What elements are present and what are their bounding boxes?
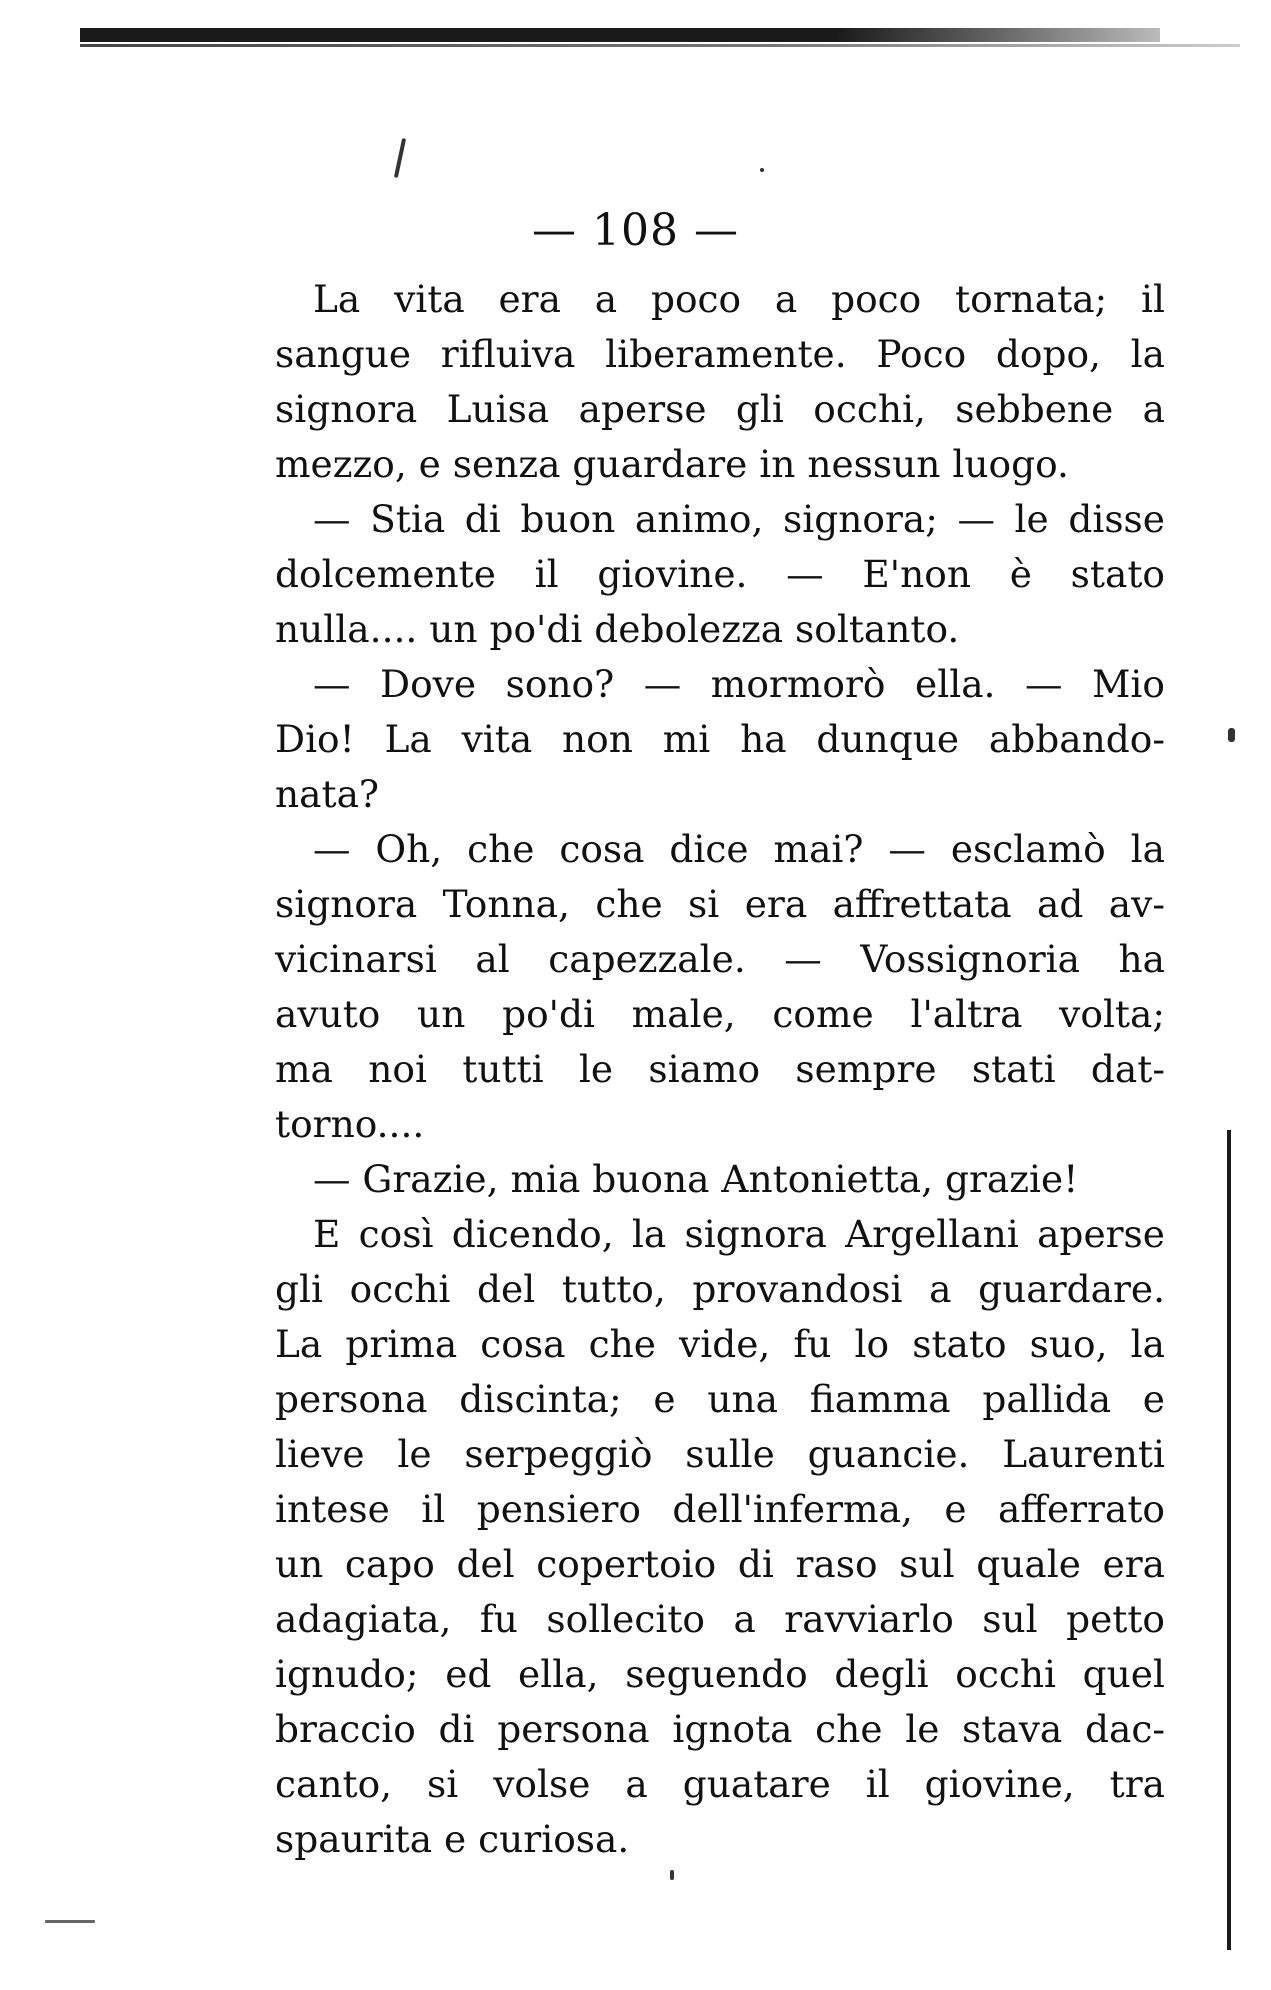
text-line: ignudo; ed ella, seguendo degli occhi quel bbox=[275, 1652, 1165, 1696]
text-line: nata? bbox=[275, 772, 380, 816]
text-line: avuto un po'di male, come l'altra volta; bbox=[275, 992, 1165, 1036]
text-line: nulla.... un po'di debolezza soltanto. bbox=[275, 607, 960, 651]
page-number: — 108 — bbox=[532, 205, 739, 256]
scan-speck bbox=[760, 168, 764, 172]
text-line: canto, si volse a guatare il giovine, tra bbox=[275, 1762, 1165, 1806]
scan-speck bbox=[394, 138, 406, 178]
text-line: un capo del copertoio di raso sul quale era bbox=[275, 1542, 1165, 1586]
text-line: ma noi tutti le siamo sempre stati dat- bbox=[275, 1047, 1165, 1091]
text-line: mezzo, e senza guardare in nessun luogo. bbox=[275, 442, 1069, 486]
right-border-line bbox=[1227, 1130, 1231, 1950]
text-line: spaurita e curiosa. bbox=[275, 1817, 630, 1861]
text-line: torno.... bbox=[275, 1102, 425, 1146]
text-line: gli occhi del tutto, provandosi a guardare. bbox=[275, 1267, 1165, 1311]
text-line: braccio di persona ignota che le stava dac- bbox=[275, 1707, 1165, 1751]
text-line: vicinarsi al capezzale. — Vossignoria ha bbox=[275, 937, 1165, 981]
scan-speck bbox=[45, 1920, 95, 1923]
text-line: persona discinta; e una fiamma pallida e bbox=[275, 1377, 1165, 1421]
scan-speck bbox=[1228, 728, 1235, 742]
text-line: sangue rifluiva liberamente. Poco dopo, la bbox=[275, 332, 1165, 376]
text-line: — Dove sono? — mormorò ella. — Mio bbox=[313, 662, 1165, 706]
text-line: La prima cosa che vide, fu lo stato suo, la bbox=[275, 1322, 1165, 1366]
text-line: — Oh, che cosa dice mai? — esclamò la bbox=[313, 827, 1165, 871]
text-line: intese il pensiero dell'inferma, e afferrato bbox=[275, 1487, 1165, 1531]
text-line: dolcemente il giovine. — E'non è stato bbox=[275, 552, 1165, 596]
text-line: signora Tonna, che si era affrettata ad av- bbox=[275, 882, 1165, 926]
text-line: signora Luisa aperse gli occhi, sebbene a bbox=[275, 387, 1165, 431]
body-text bbox=[275, 272, 1165, 1867]
text-line: — Stia di buon animo, signora; — le disse bbox=[313, 497, 1165, 541]
text-line: — Grazie, mia buona Antonietta, grazie! bbox=[313, 1157, 1079, 1201]
scan-speck bbox=[670, 1870, 674, 1880]
text-line: lieve le serpeggiò sulle guancie. Laurenti bbox=[275, 1432, 1165, 1476]
top-rule-thin bbox=[80, 44, 1240, 47]
text-line: La vita era a poco a poco tornata; il bbox=[313, 277, 1165, 321]
text-line: Dio! La vita non mi ha dunque abbando- bbox=[275, 717, 1165, 761]
text-line: adagiata, fu sollecito a ravviarlo sul petto bbox=[275, 1597, 1165, 1641]
top-rule bbox=[80, 28, 1160, 42]
text-line: E così dicendo, la signora Argellani aperse bbox=[313, 1212, 1165, 1256]
